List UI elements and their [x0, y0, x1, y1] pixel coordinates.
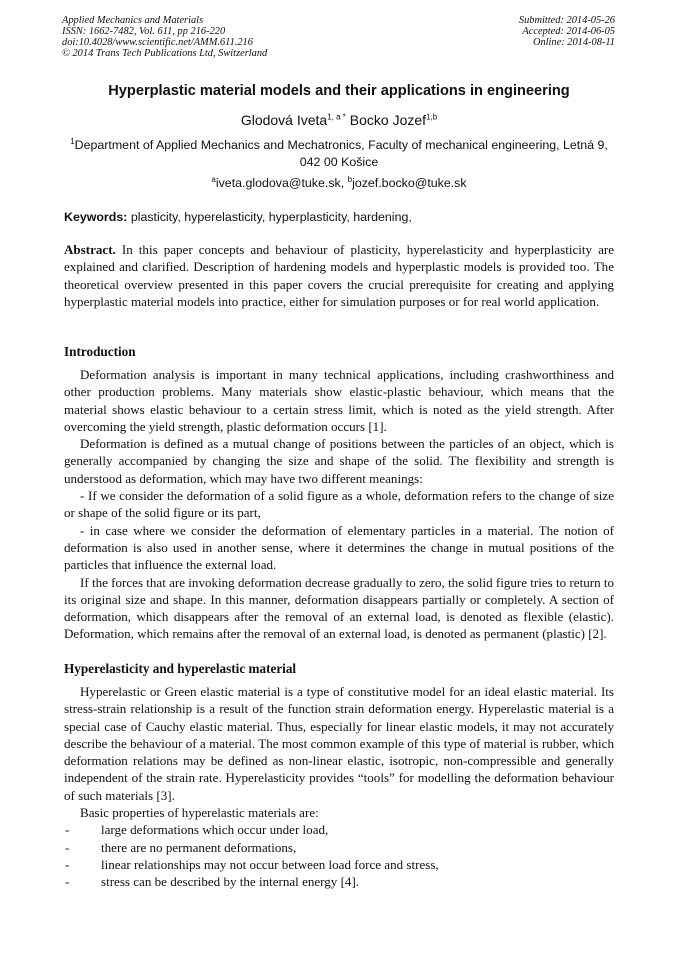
paragraph: Hyperelastic or Green elastic material is a type of constitutive model for an ideal elastic material. Its stress-strain relationship is a result of the function strain deformation energy. Hyperelastic material is a special case of Cauchy elastic material. Thus, especially for linear elastic models, it may not accurately describe the behaviour of a material. The most common example of this type of material is rubber, which deformation relations may be defined as non-linear elastic, isotropic, non-compressible and generally independent of the strain rate. Hyperelasticity provides “tools” for modelling the deformation behaviour of such materials [3].	[64, 684, 614, 803]
abstract-text: In this paper concepts and behaviour of plasticity, hyperelasticity and hyperplasticity are explained and clarified. Description of hardening models and hyperplastic models is provided too. The theoretical overview presented in this paper covers the crucial prerequisite for creating and applying hyperplastic material models into practice, either for simulation purposes or for real world application.	[64, 242, 614, 309]
list-item: - there are no permanent deformations,	[65, 839, 297, 855]
email-line	[62, 175, 616, 191]
keywords-text: plasticity, hyperelasticity, hyperplasticity, hardening,	[130, 210, 412, 224]
email-a-mark: a	[211, 174, 216, 184]
keywords	[64, 209, 618, 225]
author-2-affiliation-mark: 1,b	[426, 112, 438, 122]
abstract-label: Abstract.	[64, 242, 116, 257]
affiliation-mark: 1	[70, 136, 75, 146]
paragraph: Deformation analysis is important in many technical applications, including crashworthiness and other production problems. Many materials show elastic-plastic behaviour, which means that the material shows elastic behaviour to a certain stress limit, which is noted as the yield strength. After overcoming the yield strength, plastic deformation occurs [1].	[64, 367, 614, 434]
accepted-date: Accepted: 2014-06-05	[522, 26, 615, 38]
journal-info	[62, 15, 382, 59]
hyperelasticity-heading: Hyperelasticity and hyperelastic material	[64, 661, 297, 676]
paragraph: If the forces that are invoking deformation decrease gradually to zero, the solid figure tries to return to its original size and shape. In this manner, deformation disappears partially or completely. A section of deformation, which disappears after the removal of an external load, is denoted as flexible (elastic). Deformation, which remains after the removal of an external load, is denoted as permanent (plastic) [2].	[64, 574, 614, 642]
paragraph: - in case where we consider the deformation of elementary particles in a material. The notion of deformation is also used in another sense, where it determines the change in mutual positions of the particles that influence the external load.	[64, 522, 614, 573]
email-a[interactable]: iveta.glodova@tuke.sk,	[215, 176, 345, 190]
submitted-date: Submitted: 2014-05-26	[518, 15, 615, 26]
journal-name: Applied Mechanics and Materials	[62, 15, 204, 26]
list-item: - large deformations which occur under load,	[65, 822, 329, 838]
list-item: - linear relationships may not occur between load force and stress,	[65, 856, 439, 872]
paragraph: - If we consider the deformation of a solid figure as a whole, deformation refers to the change of size or shape of the solid figure or its part,	[64, 488, 614, 521]
list-item: - stress can be described by the internal energy [4].	[65, 874, 360, 890]
email-b[interactable]: jozef.bocko@tuke.sk	[352, 176, 467, 190]
paragraph: Deformation is defined as a mutual change of positions between the particles of an object, which is generally accompanied by changing the size and shape of the solid. The flexibility and strength is understood as deformation, which may have two different meanings:	[64, 436, 614, 486]
abstract	[64, 241, 614, 310]
paper-title: Hyperplastic material models and their applications in engineering	[108, 83, 570, 99]
introduction-body	[64, 366, 614, 643]
affiliation	[62, 137, 616, 171]
email-b-mark: b	[347, 174, 353, 184]
journal-issn: ISSN: 1662-7482, Vol. 611, pp 216-220	[62, 26, 226, 38]
journal-copyright: © 2014 Trans Tech Publications Ltd, Switzerland	[62, 48, 268, 60]
author-2: Bocko Jozef	[349, 112, 427, 128]
publication-dates	[415, 15, 615, 48]
online-date: Online: 2014-08-11	[532, 37, 615, 49]
properties-list	[64, 821, 614, 890]
affiliation-text: Department of Applied Mechanics and Mechatronics, Faculty of mechanical engineering, Letná 9, 042 00 Košice	[74, 138, 608, 169]
author-line	[40, 111, 638, 129]
journal-doi[interactable]: doi:10.4028/www.scientific.net/AMM.611.216	[62, 37, 253, 49]
author-1: Glodová Iveta	[240, 112, 328, 128]
paragraph: Basic properties of hyperelastic materials are:	[80, 805, 319, 821]
hyperelasticity-body	[64, 683, 614, 891]
keywords-label: Keywords:	[64, 210, 128, 224]
author-1-affiliation-mark: 1, a *	[327, 112, 346, 122]
introduction-heading: Introduction	[64, 344, 136, 359]
